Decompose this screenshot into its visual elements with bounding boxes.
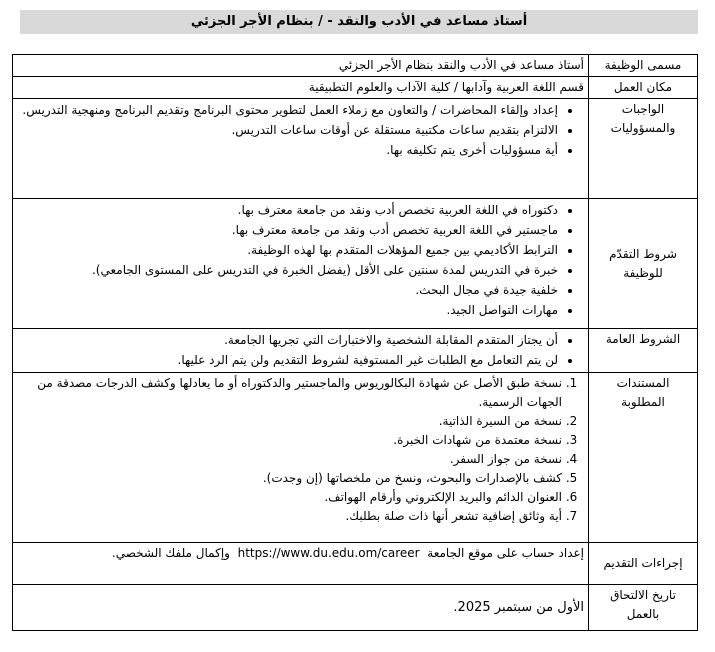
label-procedures: إجراءات التقديم	[589, 543, 698, 585]
row-workplace	[13, 77, 698, 99]
label-documents: المستندات المطلوبة	[589, 373, 698, 543]
list-item: 7. أية وثائق إضافية تشعر أنها ذات صلة بطلبك.	[17, 507, 562, 526]
label-join-date: تاريخ الالتحاق بالعمل	[589, 585, 698, 631]
value-job-title: أستاذ مساعد في الأدب والنقد بنظام الأجر الجزئي	[13, 55, 589, 77]
list-item: • دكتوراه في اللغة العربية تخصص أدب ونقد من جامعة معترف بها.	[17, 201, 558, 220]
list-item: 6. العنوان الدائم والبريد الإلكتروني وأرقام الهواتف.	[17, 488, 562, 507]
row-requirements	[13, 199, 698, 329]
page-title: أستاذ مساعد في الأدب والنقد - / بنظام الأجر الجزئي	[20, 10, 698, 34]
list-item: • إعداد وإلقاء المحاضرات / والتعاون مع زملاء العمل لتطوير محتوى البرنامج وتقديم البرنامج ومنهجية التدريس.	[17, 101, 558, 120]
duties-list	[17, 101, 584, 160]
row-job-title	[13, 55, 698, 77]
list-item: • خلفية جيدة في مجال البحث.	[17, 281, 558, 300]
list-item: 1. نسخة طبق الأصل عن شهادة البكالوريوس والماجستير والدكتوراه أو ما يعادلها وكشف الدرجات مصدقة من الجهات الرسمية.	[17, 374, 562, 412]
list-item: 3. نسخة معتمدة من شهادات الخبرة.	[17, 431, 562, 450]
list-item: 5. كشف بالإصدارات والبحوث، ونسخ من ملخصاتها (إن وجدت).	[17, 469, 562, 488]
value-workplace: قسم اللغة العربية وآدابها / كلية الآداب والعلوم التطبيقية	[13, 77, 589, 99]
row-general	[13, 329, 698, 373]
label-requirements: شروط التقدّم للوظيفة	[589, 199, 698, 329]
list-item: • الالتزام بتقديم ساعات مكتبية مستقلة عن أوقات ساعات التدريس.	[17, 121, 558, 140]
list-item: • خبرة في التدريس لمدة سنتين على الأقل (يفضل الخبرة في التدريس على المستوى الجامعي).	[17, 261, 558, 280]
row-duties	[13, 99, 698, 199]
list-item: • أية مسؤوليات أخرى يتم تكليفه بها.	[17, 141, 558, 160]
row-join-date	[13, 585, 698, 631]
label-job-title: مسمى الوظيفة	[589, 55, 698, 77]
label-duties: الواجبات والمسؤوليات	[589, 99, 698, 199]
general-list	[17, 331, 584, 370]
procedures-text: إعداد حساب على موقع الجامعة	[427, 546, 584, 560]
list-item: 2. نسخة من السيرة الذاتية.	[17, 412, 562, 431]
requirements-list	[17, 201, 584, 320]
label-workplace: مكان العمل	[589, 77, 698, 99]
row-procedures	[13, 543, 698, 585]
row-documents	[13, 373, 698, 543]
career-link[interactable]: https://www.du.edu.om/career	[237, 546, 420, 560]
documents-list	[17, 374, 584, 526]
list-item: • أن يجتاز المتقدم المقابلة الشخصية والاختبارات التي تجريها الجامعة.	[17, 331, 558, 350]
list-item: • الترابط الأكاديمي بين جميع المؤهلات المتقدم بها لهذه الوظيفة.	[17, 241, 558, 260]
list-item: • مهارات التواصل الجيد.	[17, 301, 558, 320]
job-details-table	[12, 54, 698, 631]
value-join-date: الأول من سبتمبر 2025.	[13, 585, 589, 631]
list-item: • ماجستير في اللغة العربية تخصص أدب ونقد من جامعة معترف بها.	[17, 221, 558, 240]
list-item: • لن يتم التعامل مع الطلبات غير المستوفية لشروط التقديم ولن يتم الرد عليها.	[17, 351, 558, 370]
list-item: 4. نسخة من جواز السفر.	[17, 450, 562, 469]
procedures-text-end: وإكمال ملفك الشخصي.	[111, 546, 230, 560]
label-general: الشروط العامة	[589, 329, 698, 373]
